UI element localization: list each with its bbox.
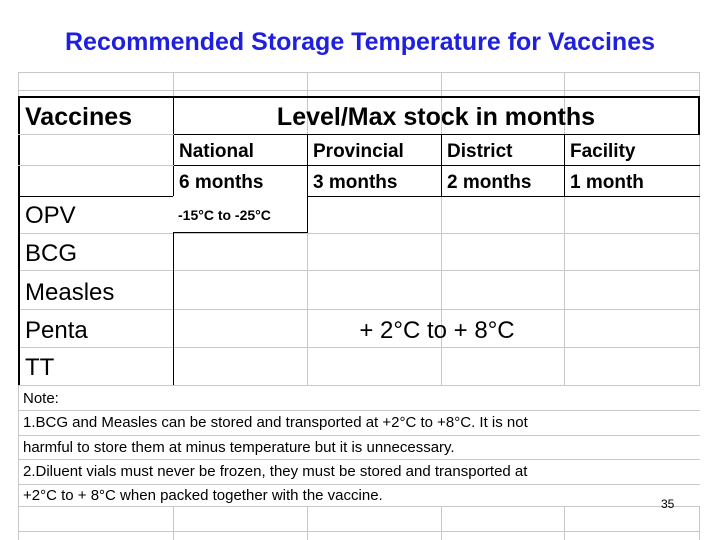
opv-temperature: -15°C to -25°C: [178, 207, 271, 223]
stock-provincial: 3 months: [313, 172, 398, 193]
vaccine-bcg: BCG: [25, 240, 78, 267]
stock-facility: 1 month: [570, 172, 644, 193]
level-max-stock-header: Level/Max stock in months: [276, 103, 596, 131]
level-facility: Facility: [570, 141, 636, 162]
slide-title: Recommended Storage Temperature for Vaccines: [64, 28, 655, 56]
vaccine-tt: TT: [25, 354, 55, 381]
note-line-4: +2°C to + 8°C when packed together with the vaccine.: [23, 487, 383, 504]
vaccine-opv: OPV: [25, 202, 76, 229]
stock-district: 2 months: [447, 172, 532, 193]
note-line-2: harmful to store them at minus temperature but it is unnecessary.: [23, 439, 455, 456]
stock-national: 6 months: [179, 172, 264, 193]
note-line-1: 1.BCG and Measles can be stored and transported at +2°C to +8°C. It is not: [23, 414, 528, 431]
other-vaccines-temperature: + 2°C to + 8°C: [359, 317, 515, 344]
note-heading: Note:: [23, 390, 59, 407]
vaccines-header: Vaccines: [25, 103, 133, 131]
vaccine-penta: Penta: [25, 317, 88, 344]
note-line-3: 2.Diluent vials must never be frozen, they must be stored and transported at: [23, 463, 528, 480]
level-national: National: [179, 141, 254, 162]
level-district: District: [447, 141, 513, 162]
page-number: 35: [661, 497, 675, 511]
level-provincial: Provincial: [313, 141, 404, 162]
vaccine-measles: Measles: [25, 279, 115, 306]
